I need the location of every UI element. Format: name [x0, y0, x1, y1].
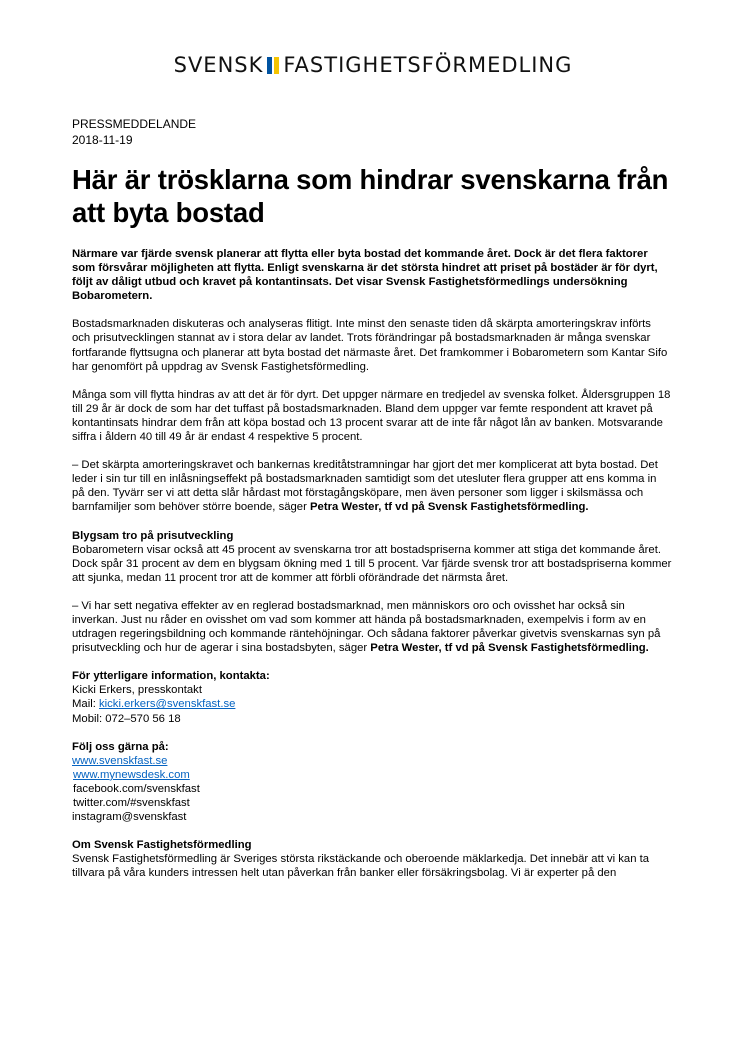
quote-1-attribution: Petra Wester, tf vd på Svensk Fastighetsförmedling. [310, 501, 589, 514]
logo-text-right: FASTIGHETSFÖRMEDLING [283, 53, 573, 77]
lead-paragraph: Närmare var fjärde svensk planerar att flytta eller byta bostad det kommande året. Dock är det flera faktorer som försvårar möjligheten att flytta. Enligt svenskarna är det största hindret att priset på bostäder är för dyrt, följt av dåligt utbud och kravet på kontantinsats. Det visar Svensk Fastighetsförmedlings undersökning Bobarometern. [72, 248, 658, 303]
subheading: Blygsam tro på prisutveckling [72, 529, 234, 542]
newsdesk-link[interactable]: www.mynewsdesk.com [73, 768, 190, 781]
paragraph-1: Bostadsmarknaden diskuteras och analyseras flitigt. Inte minst den senaste tiden då skärpta amorteringskrav införts och prisutvecklingen stannat av i stora delar av landet. Trots förändringar på bostadsmarknaden är många svenskar fortfarande flyttsugna och planerar att byta bostad det närmaste året. Det framkommer i Bobarometern som Kantar Sifo har genomfört på uppdrag av Svensk Fastighetsförmedling. [72, 318, 668, 373]
document-body [72, 117, 672, 894]
paragraph-2: Många som vill flytta hindras av att det är för dyrt. Det uppger närmare en tredjedel av svenska folket. Åldersgruppen 18 till 29 år är dock de som har det tuffast på bostadsmarknaden. Bland dem uppger var femte respondent att kravet på kontantinsats hindrar dem från att köpa bostad och 13 procent svarar att de inte får något lån av banken. Motsvarande siffra i åldern 40 till 49 år är endast 4 respektive 5 procent. [72, 388, 671, 444]
quote-1 [72, 458, 672, 514]
website-link[interactable]: www.svenskfast.se [72, 754, 168, 767]
logo [0, 53, 746, 79]
doc-date: 2018-11-19 [72, 132, 133, 147]
logo-flag-icon [266, 55, 280, 79]
about-block [72, 838, 672, 880]
mail-link[interactable]: kicki.erkers@svenskfast.se [99, 698, 236, 711]
paragraph-3: Bobarometern visar också att 45 procent av svenskarna tror att bostadspriserna kommer att stiga det kommande året. Dock spår 31 procent av dem en blygsam ökning med 1 till 5 procent. Var fjärde svensk tror att bostadspriserna kommer att sjunka, medan 11 procent tror att de kommer att förbli oförändrade det närmsta året. [72, 543, 672, 584]
follow-heading: Följ oss gärna på: [72, 740, 169, 753]
contact-mobile: Mobil: 072–570 56 18 [72, 712, 181, 725]
mail-label: Mail: [72, 698, 99, 711]
follow-block [72, 740, 672, 825]
logo-text-left: SVENSK [173, 53, 264, 77]
quote-2-text: – Vi har sett negativa effekter av en reglerad bostadsmarknad, men människors oro och ovisshet har också sin inverkan. Just nu råder en ovisshet om vad som kommer att hända på bostadsmarknaden, exempelvis i form av en utdragen regeringsbildning och kommande räntehöjningar. Och sådana faktorer påverkar givetvis svenskarnas syn på prisutveckling och hur de agerar i sina bostadsbyten, säger [72, 599, 661, 655]
doc-type: PRESSMEDDELANDE [72, 117, 197, 131]
section-price [72, 529, 672, 585]
contact-mail [72, 697, 672, 711]
contact-name: Kicki Erkers, presskontakt [72, 684, 202, 697]
about-heading: Om Svensk Fastighetsförmedling [72, 839, 252, 852]
quote-1-text: – Det skärpta amorteringskravet och bankernas kreditåtstramningar har gjort det mer komplicerat att byta bostad. Det leder i sin tur till en inlåsningseffekt på bostadsmarknaden samtidigt som det utesluter flera grupper att ens komma in på den. Tyvärr ser vi att detta slår hårdast mot förstagångsköpare, men även personer som ligger i skilsmässa och barnfamiljer som behöver större boende, säger [72, 459, 658, 514]
quote-2-attribution: Petra Wester, tf vd på Svensk Fastighetsförmedling. [370, 642, 649, 655]
twitter-handle: twitter.com/#svenskfast [73, 797, 190, 809]
about-text: Svensk Fastighetsförmedling är Sveriges största rikstäckande och oberoende mäklarkedja. Det innebär att vi kan ta tillvara på våra kunders intressen helt utan påverkan från banker eller försäkringsbolag. Vi är experter på den [72, 853, 650, 880]
facebook-handle: facebook.com/svenskfast [73, 782, 200, 795]
quote-2 [72, 599, 672, 655]
meta [72, 117, 672, 148]
page-title: Här är trösklarna som hindrar svenskarna från att byta bostad [72, 164, 669, 228]
contact-block [72, 669, 672, 725]
instagram-handle: instagram@svenskfast [72, 811, 187, 824]
contact-heading: För ytterligare information, kontakta: [72, 670, 270, 683]
